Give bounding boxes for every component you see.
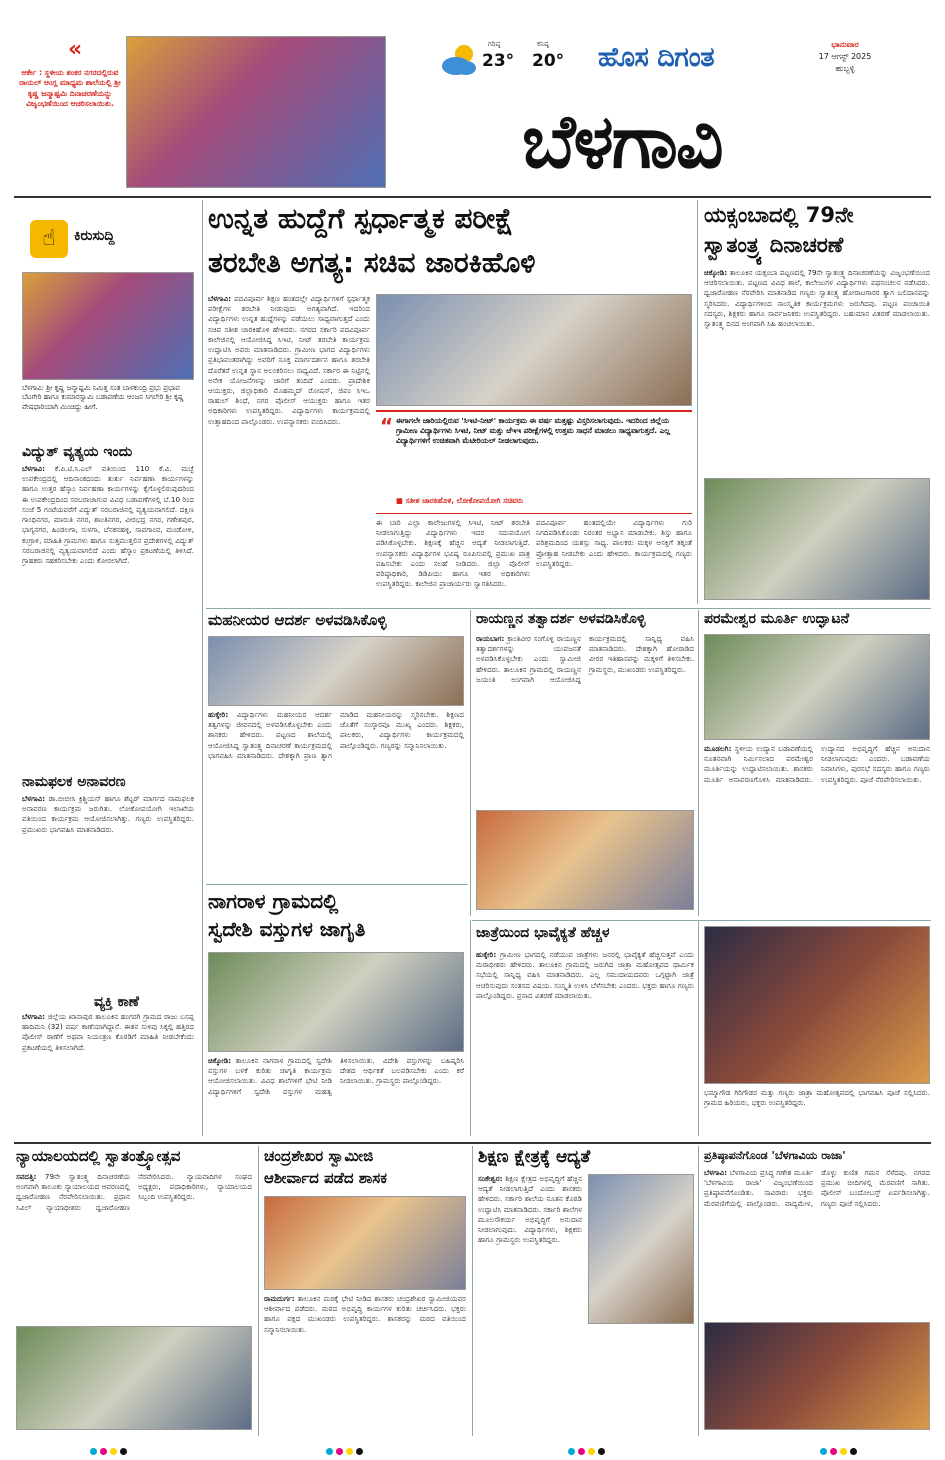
row2-rule xyxy=(206,608,931,609)
registration-marks-1 xyxy=(90,1440,130,1459)
lead-dateline: ಬೆಳಗಾವಿ: xyxy=(208,294,232,303)
corner-photo xyxy=(126,36,386,188)
row3-s3-caption: ಭಮ್ಮಾಗೌಡ ಗಿರಿಗೌಡರ ಮತ್ತು ಗಣ್ಯರು ಜಾತ್ರಾ ಮಹೋತ್ಸವದಲ್ಲಿ ಭಾಗವಹಿಸಿ ಪೂಜೆ ಸಲ್ಲಿಸಿದರು. ಗ್ರಾಮದ ಹಿರಿಯರು, ಭಕ್ತರು ಉಪಸ್ಥಿತರಿದ್ದರು. xyxy=(704,1088,930,1108)
row4-s1-headline: ನ್ಯಾಯಾಲಯದಲ್ಲಿ ಸ್ವಾತಂತ್ರ್ಯೋತ್ಸವ xyxy=(16,1147,181,1165)
pointing-hand-icon: ☝ xyxy=(30,220,68,258)
lead-quote-by: ■ ಸತೀಶ ಜಾರಕಿಹೊಳಿ, ಲೋಕೋಪಯೋಗಿ ಸಚಿವರು xyxy=(396,496,524,505)
brief-item2-dateline: ಬೆಳಗಾವಿ: xyxy=(22,794,46,803)
row4-s4-body: ಬೆಳಗಾವಿಯ ಪ್ರಸಿದ್ಧ ಗಣೇಶ ಮೂರ್ತಿ 'ಬೆಳಗಾವಿಯ ರಾಜಾ' ವಿಜೃಂಭಣೆಯಿಂದ ಪ್ರತಿಷ್ಠಾಪನೆಗೊಂಡಿತು. ಸಾವಿರಾರು ಭಕ್ತರು ಮೆರವಣಿಗೆಯಲ್ಲಿ ಪಾಲ್ಗೊಂಡರು. ವಾದ್ಯಮೇಳ, ಡೊಳ್ಳು ಕುಣಿತ ಗಮನ ಸೆಳೆದವು. ನಗರದ ಪ್ರಮುಖ ಬೀದಿಗಳಲ್ಲಿ ಮೆರವಣಿಗೆ ಸಾಗಿತು. ಪೊಲೀಸ್ ಬಂದೋಬಸ್ತ್ ಏರ್ಪಡಿಸಲಾಗಿತ್ತು. ಗಣ್ಯರು ಪೂಜೆ ಸಲ್ಲಿಸಿದರು. xyxy=(704,1168,930,1208)
row3-rule-left xyxy=(206,884,468,885)
row4-s4-dateline: ಬೆಳಗಾವಿ: xyxy=(704,1168,728,1177)
reg-dot xyxy=(850,1448,857,1455)
reg-dot xyxy=(326,1448,333,1455)
row3-s2-text xyxy=(476,950,694,1134)
lead-body-2: ಈ ಬಾರಿ ಎಲ್ಲಾ ಕಾಲೇಜುಗಳಲ್ಲಿ ಸಿಇಟಿ, ನೀಟ್ ತರಬೇತಿ ನೀಡಲಾಗುತ್ತಿದ್ದು ವಿದ್ಯಾರ್ಥಿಗಳು ಇದರ ಸದುಪಯೋಗ ಪಡಿಸಿಕೊಳ್ಳಬೇಕು. ಶಿಕ್ಷಣಕ್ಕೆ ಹೆಚ್ಚಿನ ಆದ್ಯತೆ ನೀಡಲಾಗುತ್ತಿದೆ. ಉಪನ್ಯಾಸಕರು ವಿದ್ಯಾರ್ಥಿಗಳ ಭವಿಷ್ಯ ರೂಪಿಸುವಲ್ಲಿ ಪ್ರಮುಖ ಪಾತ್ರ ವಹಿಸಬೇಕು ಎಂದು ಸಲಹೆ ನೀಡಿದರು. ಜಿಲ್ಲಾ ಪೊಲೀಸ್ ವರಿಷ್ಠಾಧಿಕಾರಿ, ಡಿಡಿಪಿಯು ಹಾಗೂ ಇತರ ಅಧಿಕಾರಿಗಳು ಉಪಸ್ಥಿತರಿದ್ದರು. ಕಾಲೇಜಿನ ಪ್ರಾಚಾರ್ಯರು ಸ್ವಾಗತಿಸಿದರು. xyxy=(376,518,530,589)
brief-divider xyxy=(202,200,203,1136)
masthead xyxy=(0,0,945,192)
row3-s2-headline: ಜಾತ್ರೆಯಿಂದ ಭಾವೈಕ್ಯತೆ ಹೆಚ್ಚಳ xyxy=(476,925,610,941)
row4-divider-3 xyxy=(698,1146,699,1436)
brief-item2-text xyxy=(22,794,194,990)
row4-s4-text xyxy=(704,1168,930,1318)
right-top-headline-2: ಸ್ವಾತಂತ್ರ್ಯ ದಿನಾಚರಣೆ xyxy=(704,233,844,257)
right-top-photo xyxy=(704,478,930,600)
row4-s3-headline: ಶಿಕ್ಷಣ ಕ್ಷೇತ್ರಕ್ಕೆ ಆದ್ಯತೆ xyxy=(478,1147,591,1167)
reg-dot xyxy=(356,1448,363,1455)
lead-body-3: ಪದವಿಪೂರ್ವ ಹಂತದಲ್ಲಿಯೇ ವಿದ್ಯಾರ್ಥಿಗಳು ಗುರಿ ನಿಗದಿಪಡಿಸಿಕೊಂಡು ನಿರಂತರ ಅಭ್ಯಾಸ ಮಾಡಬೇಕು. ಶಿಸ್ತು ಹಾಗೂ ಪರಿಶ್ರಮದಿಂದ ಯಶಸ್ಸು ಸಾಧ್ಯ. ಪಾಲಕರು ಮಕ್ಕಳ ಆಸಕ್ತಿಗೆ ತಕ್ಕಂತೆ ಪ್ರೋತ್ಸಾಹ ನೀಡಬೇಕು ಎಂದು ಹೇಳಿದರು. ಕಾರ್ಯಕ್ರಮದಲ್ಲಿ ಗಣ್ಯರು ಉಪಸ್ಥಿತರಿದ್ದರು. xyxy=(536,518,692,568)
weather-min: 20° xyxy=(532,51,565,71)
row3-s1-headline-1: ನಾಗರಾಳ ಗ್ರಾಮದಲ್ಲಿ xyxy=(208,889,339,913)
row3-divider-2 xyxy=(698,920,699,1136)
row4-s2-dateline: ರಾಮದುರ್ಗ: xyxy=(264,1294,295,1303)
lead-photo xyxy=(376,294,692,406)
reg-dot xyxy=(568,1448,575,1455)
registration-marks-2 xyxy=(326,1440,366,1459)
row2-s1-text xyxy=(208,710,464,878)
brief-column xyxy=(14,200,198,1140)
reg-dot xyxy=(120,1448,127,1455)
brief-item1-body: ಕೆ.ಪಿ.ಟಿ.ಸಿ.ಎಲ್ ವತಿಯಿಂದ 110 ಕೆ.ವಿ. ಮಚ್ಛೆ ಉಪಕೇಂದ್ರದಲ್ಲಿ ಆದಿನಾಂಕದಂದು ತುರ್ತು ನಿರ್ವಹಣಾ ಕಾರ್ಯಗಳನ್ನು ಹಾಗೂ ಉತ್ತರ ಹೆಸ್ಕಾಂ ನಿರ್ವಹಣಾ ಕಾರ್ಯಗಳನ್ನು ಕೈಗೊಳ್ಳಲಿರುವುದರಿಂದ ಈ ಉಪಕೇಂದ್ರದಿಂದ ಸರಬರಾಜಾಗುವ ವಿವಿಧ ಬಡಾವಣೆಗಳಲ್ಲಿ ಬೆ.10 ರಿಂದ ಸಂಜೆ 5 ಗಂಟೆಯವರೆಗೆ ವಿದ್ಯುತ್ ಸರಬರಾಜಿನಲ್ಲಿ ವ್ಯತ್ಯಯವಾಗಲಿದೆ. ದಕ್ಷಿಣ ಗಾಂಧಿನಗರ, ಮಾರುತಿ ನಗರ, ಶಾಂತಿನಗರ, ವೀರಭದ್ರ ನಗರ, ಗಣೇಶಪುರ, ಭಾಗ್ಯನಗರ, ಹಿಂಡಲಗಾ, ಸುಳಗಾ, ಬೆನಕನಹಳ್ಳಿ, ಸಾವಗಾಂವ, ಮಂಡೋಳಿ, ಕಂಗ್ರಾಳಿ, ಮಾಹಿತಿ ಗ್ರಾಮಗಳು ಹಾಗೂ ಸುತ್ತಮುತ್ತಲಿನ ಪ್ರದೇಶಗಳಲ್ಲಿ ವಿದ್ಯುತ್ ಸರಬರಾಜಿನಲ್ಲಿ ವ್ಯತ್ಯಯವಾಗಲಿದೆ ಎಂದು ಹೆಸ್ಕಾಂ ಪ್ರಕಟಣೆಯಲ್ಲಿ ತಿಳಿಸಿದೆ. ಗ್ರಾಹಕರು ಸಹಕರಿಸಬೇಕು ಎಂದು ಕೋರಲಾಗಿದೆ. xyxy=(22,464,194,565)
row3-s2-body: ಗ್ರಾಮೀಣ ಭಾಗದಲ್ಲಿ ನಡೆಯುವ ಜಾತ್ರೆಗಳು ಜನರಲ್ಲಿ ಭಾವೈಕ್ಯತೆ ಹೆಚ್ಚಿಸುತ್ತವೆ ಎಂದು ಮಠಾಧೀಶರು ಹೇಳಿದರು. ತಾಲೂಕಿನ ಗ್ರಾಮದಲ್ಲಿ ಜರುಗಿದ ಜಾತ್ರಾ ಮಹೋತ್ಸವದ ಧಾರ್ಮಿಕ ಸಭೆಯಲ್ಲಿ ಸಾನ್ನಿಧ್ಯ ವಹಿಸಿ ಮಾತನಾಡಿದರು. ಎಲ್ಲ ಸಮುದಾಯದವರು ಒಗ್ಗಟ್ಟಾಗಿ ಜಾತ್ರೆ ಆಚರಿಸುವುದು ಸಂತಸದ ವಿಷಯ. ಸಂಸ್ಕೃತಿ ಉಳಿಸಿ ಬೆಳೆಸಬೇಕು ಎಂದರು. ಭಕ್ತರು ಹಾಗೂ ಗಣ್ಯರು ಪಾಲ್ಗೊಂಡಿದ್ದರು. ಪ್ರಸಾದ ವಿತರಣೆ ಮಾಡಲಾಯಿತು. xyxy=(476,950,694,1000)
row2-s3-photo xyxy=(704,634,930,740)
edition-title: ಬೆಳಗಾವಿ xyxy=(522,99,722,185)
brief-photo xyxy=(22,272,194,380)
row2-s1-body: ವಿದ್ಯಾರ್ಥಿಗಳು ಮಹನೀಯರ ಆದರ್ಶ ತತ್ವಗಳನ್ನು ಜೀವನದಲ್ಲಿ ಅಳವಡಿಸಿಕೊಳ್ಳಬೇಕು ಎಂದು ಶಾಸಕರು ಹೇಳಿದರು. ಪಟ್ಟಣದ ಶಾಲೆಯಲ್ಲಿ ಆಯೋಜಿಸಿದ್ದ ಸ್ವಾತಂತ್ರ್ಯ ದಿನಾಚರಣೆ ಕಾರ್ಯಕ್ರಮದಲ್ಲಿ ಭಾಗವಹಿಸಿ ಮಾತನಾಡಿದರು. ದೇಶಕ್ಕಾಗಿ ಪ್ರಾಣ ತ್ಯಾಗ ಮಾಡಿದ ಮಹನೀಯರನ್ನು ಸ್ಮರಿಸಬೇಕು. ಶಿಕ್ಷಣದ ಜೊತೆಗೆ ಸಂಸ್ಕಾರವೂ ಮುಖ್ಯ ಎಂದರು. ಶಿಕ್ಷಕರು, ಪಾಲಕರು, ವಿದ್ಯಾರ್ಥಿಗಳು ಕಾರ್ಯಕ್ರಮದಲ್ಲಿ ಪಾಲ್ಗೊಂಡಿದ್ದರು. ಗಣ್ಯರನ್ನು ಸನ್ಮಾನಿಸಲಾಯಿತು. xyxy=(208,710,464,760)
row2-divider-1 xyxy=(470,610,471,916)
lead-headline-2: ತರಬೇತಿ ಅಗತ್ಯ: ಸಚಿವ ಜಾರಕಿಹೊಳಿ xyxy=(208,246,536,279)
reg-dot xyxy=(336,1448,343,1455)
quote-mark-icon: “ xyxy=(380,414,394,438)
row4-s2-photo xyxy=(264,1196,466,1290)
row3-s1-body: ತಾಲೂಕಿನ ನಾಗರಾಳ ಗ್ರಾಮದಲ್ಲಿ ಸ್ವದೇಶಿ ವಸ್ತುಗಳ ಬಳಕೆ ಕುರಿತು ಜಾಗೃತಿ ಕಾರ್ಯಕ್ರಮ ಆಯೋಜಿಸಲಾಯಿತು. ವಿವಿಧ ಶಾಲೆಗಳಿಗೆ ಭೇಟಿ ನೀಡಿ ವಿದ್ಯಾರ್ಥಿಗಳಿಗೆ ಸ್ವದೇಶಿ ವಸ್ತುಗಳ ಮಹತ್ವ ತಿಳಿಸಲಾಯಿತು. ವಿದೇಶಿ ವಸ್ತುಗಳನ್ನು ಬಹಿಷ್ಕರಿಸಿ ದೇಶದ ಆರ್ಥಿಕತೆ ಬಲಪಡಿಸಬೇಕು ಎಂದು ಕರೆ ನೀಡಲಾಯಿತು. ಗ್ರಾಮಸ್ಥರು ಪಾಲ್ಗೊಂಡಿದ್ದರು. xyxy=(208,1056,464,1096)
brief-item3-title: ವ್ಯಕ್ತಿ ಕಾಣೆ xyxy=(94,994,139,1010)
right-top-headline-1: ಯಕ್ಸಂಬಾದಲ್ಲಿ 79ನೇ xyxy=(704,203,854,227)
row2-s2-dateline: ರಾಯಬಾಗ: xyxy=(476,634,505,643)
row4-s1-body: 79ನೇ ಸ್ವಾತಂತ್ರ್ಯ ದಿನಾಚರಣೆಯ ಅಂಗವಾಗಿ ತಾಲೂಕು ನ್ಯಾಯಾಲಯದ ಆವರಣದಲ್ಲಿ ಧ್ವಜಾರೋಹಣ ನೆರವೇರಿಸಲಾಯಿತು. ಪ್ರಧಾನ ಸಿವಿಲ್ ನ್ಯಾಯಾಧೀಶರು ಧ್ವಜಾರೋಹಣ ನೆರವೇರಿಸಿದರು. ನ್ಯಾಯವಾದಿಗಳ ಸಂಘದ ಅಧ್ಯಕ್ಷರು, ಪದಾಧಿಕಾರಿಗಳು, ನ್ಯಾಯಾಲಯದ ಸಿಬ್ಬಂದಿ ಉಪಸ್ಥಿತರಿದ್ದರು. xyxy=(16,1172,252,1212)
row4-divider-2 xyxy=(472,1146,473,1436)
reg-dot xyxy=(820,1448,827,1455)
weather-max-label: ಗರಿಷ್ಠ xyxy=(488,40,501,48)
row4-s2-headline-2: ಆಶೀರ್ವಾದ ಪಡೆದ ಶಾಸಕ xyxy=(264,1169,387,1187)
reg-dot xyxy=(830,1448,837,1455)
reg-dot xyxy=(578,1448,585,1455)
right-top-dateline: ಚಿಕ್ಕೋಡಿ: xyxy=(704,268,728,277)
lead-headline-1: ಉನ್ನತ ಹುದ್ದೆಗೆ ಸ್ಪರ್ಧಾತ್ಮಕ ಪರೀಕ್ಷೆ xyxy=(208,202,514,235)
row4-s2-headline-1: ಚಂದ್ರಶೇಖರ ಸ್ವಾಮೀಜಿ xyxy=(264,1147,374,1165)
brief-title: ಕಿರುಸುದ್ದಿ xyxy=(74,228,115,244)
reg-dot xyxy=(840,1448,847,1455)
row2-s2-text xyxy=(476,634,694,806)
row4-s2-text xyxy=(264,1294,466,1430)
weather-min-label: ಕನಿಷ್ಠ xyxy=(537,40,549,48)
row4-s3-photo xyxy=(588,1174,694,1324)
reg-dot xyxy=(110,1448,117,1455)
row4-s1-text xyxy=(16,1172,252,1322)
row2-s3-dateline: ಮೂಡಲಗಿ: xyxy=(704,744,732,753)
date: 17 ಆಗಸ್ಟ್ 2025 xyxy=(818,52,872,61)
row3-s1-headline-2: ಸ್ವದೇಶಿ ವಸ್ತುಗಳ ಜಾಗೃತಿ xyxy=(208,917,366,941)
brief-item2-title: ನಾಮಫಲಕ ಅನಾವರಣ xyxy=(22,774,126,790)
row2-s2-photo xyxy=(476,810,694,910)
registration-marks-3 xyxy=(568,1440,608,1459)
weather-icon xyxy=(438,40,482,80)
brief-item2-body: ಡಾ.ಬೀಬೀಸಿ ಕ್ರಿಶ್ಚಿಯನ್ ಹಾಗೂ ಶೆಟ್ಟರ್ ಮಾರ್ಗದ ನಾಮಫಲಕ ಅನಾವರಣ ಕಾರ್ಯಕ್ರಮ ಜರುಗಿತು. ಲೋಕೋಪಯೋಗಿ ಇಲಾಖೆಯ ವತಿಯಿಂದ ಕಾರ್ಯಕ್ರಮ ಆಯೋಜಿಸಲಾಗಿತ್ತು. ಗಣ್ಯರು ಉಪಸ್ಥಿತರಿದ್ದರು. ಪ್ರಮುಖರು ಭಾಗವಹಿಸಿ ಮಾತನಾಡಿದರು. xyxy=(22,794,194,834)
corner-caption: ಆರ್ಕೇ : ಸ್ಥಳೀಯ ಶಂಕರ ನಗರದಲ್ಲಿರುವ ರಾಯಲ್ ಆಂಗ್ಲ ಮಾಧ್ಯಮ ಶಾಲೆಯಲ್ಲಿ ಶ್ರೀ ಕೃಷ್ಣ ಜನ್ಮಾಷ್ಟಮಿ ದಿನಾಚರಣೆಯನ್ನು ವಿಜೃಂಭಣೆಯಿಂದ ಆಚರಿಸಲಾಯಿತು. xyxy=(19,68,121,108)
row4-s3-text xyxy=(478,1174,582,1430)
row4-s1-photo xyxy=(16,1326,252,1430)
brief-item3-dateline: ಬೆಳಗಾವಿ: xyxy=(22,1012,46,1021)
weather-max: 23° xyxy=(482,51,515,71)
reg-dot xyxy=(588,1448,595,1455)
row4-s3-dateline: ಸಂಕೇಶ್ವರ: xyxy=(478,1174,503,1183)
reg-dot xyxy=(598,1448,605,1455)
paper-name: ಹೊಸ ದಿಗಂತ xyxy=(598,42,715,73)
row2-s3-headline: ಪರಮೇಶ್ವರ ಮೂರ್ತಿ ಉದ್ಘಾಟನೆ xyxy=(704,611,850,627)
row2-s2-body: ಕ್ರಾಂತಿವೀರ ಸಂಗೊಳ್ಳಿ ರಾಯಣ್ಣನ ತತ್ವಾದರ್ಶಗಳನ್ನು ಯುವಜನತೆ ಅಳವಡಿಸಿಕೊಳ್ಳಬೇಕು ಎಂದು ಸ್ವಾಮೀಜಿ ಹೇಳಿದರು. ತಾಲೂಕಿನ ಗ್ರಾಮದಲ್ಲಿ ರಾಯಣ್ಣನ ಜಯಂತಿ ಅಂಗವಾಗಿ ಆಯೋಜಿಸಿದ್ದ ಕಾರ್ಯಕ್ರಮದಲ್ಲಿ ಸಾನ್ನಿಧ್ಯ ವಹಿಸಿ ಮಾತನಾಡಿದರು. ದೇಶಕ್ಕಾಗಿ ಹೋರಾಡಿದ ವೀರರ ಇತಿಹಾಸವನ್ನು ಮಕ್ಕಳಿಗೆ ತಿಳಿಸಬೇಕು. ಗ್ರಾಮಸ್ಥರು, ಮುಖಂಡರು ಉಪಸ್ಥಿತರಿದ್ದರು. xyxy=(476,634,694,684)
row2-s1-photo xyxy=(208,636,464,706)
lead-text-1 xyxy=(208,294,370,630)
row3-s1-dateline: ಚಿಕ್ಕೋಡಿ: xyxy=(208,1056,232,1065)
row2-divider-2 xyxy=(698,610,699,916)
city: ಹುಬ್ಬಳ್ಳಿ xyxy=(835,64,855,73)
row4-divider-1 xyxy=(258,1146,259,1436)
brief-item1-dateline: ಬೆಳಗಾವಿ: xyxy=(22,464,46,473)
lead-quote-box xyxy=(376,410,692,514)
reg-dot xyxy=(100,1448,107,1455)
corner-ornament: « xyxy=(68,37,83,62)
brief-header xyxy=(30,216,170,262)
row4-s4-photo xyxy=(704,1322,930,1430)
row3-s1-text xyxy=(208,1056,464,1134)
reg-dot xyxy=(346,1448,353,1455)
row2-s2-headline: ರಾಯಣ್ಣನ ತತ್ವಾದರ್ಶ ಅಳವಡಿಸಿಕೊಳ್ಳಿ xyxy=(476,611,646,627)
brief-item1-text xyxy=(22,464,194,760)
row4-s4-headline: ಪ್ರತಿಷ್ಠಾಪನೆಗೊಂಡ 'ಬೆಳಗಾವಿಯ ರಾಜಾ' xyxy=(704,1149,846,1162)
row3-s2-dateline: ಹುಕ್ಕೇರಿ: xyxy=(476,950,497,959)
row3-divider-1 xyxy=(470,920,471,1136)
row3-s1-photo xyxy=(208,952,464,1052)
row2-s1-headline: ಮಹನೀಯರ ಆದರ್ಶ ಅಳವಡಿಸಿಕೊಳ್ಳಿ xyxy=(208,611,387,629)
right-top-body: ತಾಲೂಕಿನ ಯಕ್ಸಂಬಾ ಪಟ್ಟಣದಲ್ಲಿ 79ನೇ ಸ್ವಾತಂತ್ರ್ಯ ದಿನಾಚರಣೆಯನ್ನು ವಿಜೃಂಭಣೆಯಿಂದ ಆಚರಿಸಲಾಯಿತು. ಪಟ್ಟಣದ ವಿವಿಧ ಶಾಲೆ, ಕಾಲೇಜುಗಳ ವಿದ್ಯಾರ್ಥಿಗಳು ಪಥಸಂಚಲನ ನಡೆಸಿದರು. ಧ್ವಜಾರೋಹಣ ನೆರವೇರಿಸಿ ಮಾತನಾಡಿದ ಗಣ್ಯರು ಸ್ವಾತಂತ್ರ್ಯ ಹೋರಾಟಗಾರರ ತ್ಯಾಗ ಬಲಿದಾನವನ್ನು ಸ್ಮರಿಸಿದರು. ವಿದ್ಯಾರ್ಥಿಗಳಿಂದ ಸಾಂಸ್ಕೃತಿಕ ಕಾರ್ಯಕ್ರಮಗಳು ಜರುಗಿದವು. ಪಟ್ಟಣ ಪಂಚಾಯಿತಿ ಸದಸ್ಯರು, ಶಿಕ್ಷಕರು ಹಾಗೂ ಸಾರ್ವಜನಿಕರು ಉಪಸ್ಥಿತರಿದ್ದರು. ಬಹುಮಾನ ವಿತರಣೆ ಮಾಡಲಾಯಿತು. ಸ್ವಾತಂತ್ರ್ಯ ದಿನದ ಅಂಗವಾಗಿ ಸಿಹಿ ಹಂಚಲಾಯಿತು. xyxy=(704,268,930,329)
brief-item1-title: ವಿದ್ಯುತ್ ವ್ಯತ್ಯಯ ಇಂದು xyxy=(22,444,133,460)
reg-dot xyxy=(90,1448,97,1455)
day: ಭಾನುವಾರ xyxy=(831,40,859,49)
brief-item3-text xyxy=(22,1012,194,1132)
brief-photo-caption: ಬೆಳಗಾವಿ: ಶ್ರೀ ಕೃಷ್ಣ ಜನ್ಮಾಷ್ಟಮಿ ನಿಮಿತ್ತ ಸಂತ ಬಾಳಕುಂದ್ರಿ ಪ್ರಭು ಪ್ರಭಾವ ಬೆಟಗೇರಿ ಹಾಗೂ ಕುಮಾರಸ್ವಾಮಿ ಬಡಾವಣೆಯ ಆಂಜನ ಸಿಗಲೇರಿ ಶ್ರೀ ಕೃಷ್ಣ ವೇಷಧಾರಿಯಾಗಿ ಮಿಂಚಿದ್ದು ಹೀಗೆ. xyxy=(22,384,184,411)
row3-s3-photo xyxy=(704,926,930,1084)
row2-s3-text xyxy=(704,744,930,912)
registration-marks-4 xyxy=(820,1440,860,1459)
lead-body-4: ಪ್ರಾದೇಶಿಕ ಆಯುಕ್ತರು, ಜಿಲ್ಲಾಧಿಕಾರಿ ಮೊಹಮ್ಮದ್ ರೋಷನ್, ಜಿಪಂ ಸಿಇಒ ರಾಹುಲ್ ಶಿಂಧೆ, ನಗರ ಪೊಲೀಸ್ ಆಯುಕ್ತರು ಹಾಗೂ ಇತರ ಅಧಿಕಾರಿಗಳು ಉಪಸ್ಥಿತರಿದ್ದರು. ವಿದ್ಯಾರ್ಥಿಗಳು ಕಾರ್ಯಕ್ರಮದಲ್ಲಿ ಉತ್ಸಾಹದಿಂದ ಪಾಲ್ಗೊಂಡರು. ಉಪನ್ಯಾಸಕರು ವಂದಿಸಿದರು. xyxy=(208,375,370,426)
date-block xyxy=(790,40,900,90)
row2-s3-body: ಸ್ಥಳೀಯ ಉದ್ಯಾನ ಬಡಾವಣೆಯಲ್ಲಿ ನೂತನವಾಗಿ ನಿರ್ಮಿಸಲಾದ ಪರಮೇಶ್ವರ ಮೂರ್ತಿಯನ್ನು ಉದ್ಘಾಟಿಸಲಾಯಿತು. ಶಾಸಕರು ಮೂರ್ತಿ ಅನಾವರಣಗೊಳಿಸಿ ಮಾತನಾಡಿದರು. ಉದ್ಯಾನದ ಅಭಿವೃದ್ಧಿಗೆ ಹೆಚ್ಚಿನ ಅನುದಾನ ನೀಡಲಾಗುವುದು ಎಂದರು. ಬಡಾವಣೆಯ ನಿವಾಸಿಗಳು, ಪುರಸಭೆ ಸದಸ್ಯರು ಹಾಗೂ ಗಣ್ಯರು ಉಪಸ್ಥಿತರಿದ್ದರು. ಪೂಜೆ ನೆರವೇರಿಸಲಾಯಿತು. xyxy=(704,744,930,784)
row4-s2-body: ತಾಲೂಕಿನ ಮಠಕ್ಕೆ ಭೇಟಿ ನೀಡಿದ ಶಾಸಕರು ಚಂದ್ರಶೇಖರ ಸ್ವಾಮೀಜಿಯವರ ಆಶೀರ್ವಾದ ಪಡೆದರು. ಮಠದ ಅಭಿವೃದ್ಧಿ ಕಾರ್ಯಗಳ ಕುರಿತು ಚರ್ಚಿಸಿದರು. ಭಕ್ತರು ಹಾಗೂ ಪಕ್ಷದ ಮುಖಂಡರು ಉಪಸ್ಥಿತರಿದ್ದರು. ಶಾಸಕರನ್ನು ಮಠದ ವತಿಯಿಂದ ಸನ್ಮಾನಿಸಲಾಯಿತು. xyxy=(264,1294,466,1334)
lead-body-1: ಪದವಿಪೂರ್ವ ಶಿಕ್ಷಣ ಹಂತದಲ್ಲೇ ವಿದ್ಯಾರ್ಥಿಗಳಿಗೆ ಸ್ಪರ್ಧಾತ್ಮಕ ಪರೀಕ್ಷೆಗಳ ತರಬೇತಿ ನೀಡುವುದು ಅಗತ್ಯವಾಗಿದೆ. ಇದರಿಂದ ವಿದ್ಯಾರ್ಥಿಗಳು ಉನ್ನತ ಹುದ್ದೆಗಳನ್ನು ಪಡೆಯಲು ಸಾಧ್ಯವಾಗುತ್ತದೆ ಎಂದು ಸಚಿವ ಸತೀಶ ಜಾರಕಿಹೊಳಿ ಹೇಳಿದರು. ನಗರದ ಸರ್ಕಾರಿ ಪದವಿಪೂರ್ವ ಕಾಲೇಜಿನಲ್ಲಿ ಆಯೋಜಿಸಿದ್ದ ಸಿಇಟಿ, ನೀಟ್ ತರಬೇತಿ ಕಾರ್ಯಕ್ರಮ ಉದ್ಘಾಟಿಸಿ ಅವರು ಮಾತನಾಡಿದರು. ಗ್ರಾಮೀಣ ಭಾಗದ ವಿದ್ಯಾರ್ಥಿಗಳು ಪ್ರತಿಭಾವಂತರಾಗಿದ್ದು ಅವರಿಗೆ ಸೂಕ್ತ ಮಾರ್ಗದರ್ಶನ ಹಾಗೂ ತರಬೇತಿ ದೊರೆತರೆ ಉನ್ನತ ಸ್ಥಾನ ಅಲಂಕರಿಸಲು ಸಾಧ್ಯವಿದೆ. ಸರ್ಕಾರ ಈ ನಿಟ್ಟಿನಲ್ಲಿ ಅನೇಕ ಯೋಜನೆಗಳನ್ನು ಜಾರಿಗೆ ತಂದಿದೆ ಎಂದರು. xyxy=(208,294,370,385)
row3-rule-right xyxy=(472,920,931,921)
row4-rule xyxy=(14,1142,931,1144)
row2-s1-dateline: ಹುಕ್ಕೇರಿ: xyxy=(208,710,229,719)
row4-s1-dateline: ಸವದತ್ತಿ: xyxy=(16,1172,37,1181)
right-top-text xyxy=(704,268,930,472)
lead-divider xyxy=(697,200,698,604)
lead-quote: ಈಗಾಗಲೇ ಜಾರಿಯಲ್ಲಿರುವ 'ಸಿಇಟಿ-ನೀಟ್' ಕಾರ್ಯಕ್ರಮ ಈ ವರ್ಷ ಮತ್ತಷ್ಟು ವಿಸ್ತರಿಸಲಾಗುವುದು. ಇದರಿಂದ ಜಿಲ್ಲೆಯ ಗ್ರಾಮೀಣ ವಿದ್ಯಾರ್ಥಿಗಳು ಸಿಇಟಿ, ನೀಟ್ ಮತ್ತು ಜೆಇಇ ಪರೀಕ್ಷೆಗಳಲ್ಲಿ ಉತ್ತಮ ಸಾಧನೆ ಮಾಡಲು ಸಾಧ್ಯವಾಗುತ್ತದೆ. ಎಲ್ಲ ವಿದ್ಯಾರ್ಥಿಗಳಿಗೆ ಉಚಿತವಾಗಿ ಮೆಟೀರಿಯಲ್ ನೀಡಲಾಗುವುದು. xyxy=(396,416,671,445)
row4-s3-body: ಶಿಕ್ಷಣ ಕ್ಷೇತ್ರದ ಅಭಿವೃದ್ಧಿಗೆ ಹೆಚ್ಚಿನ ಆದ್ಯತೆ ನೀಡಲಾಗುತ್ತಿದೆ ಎಂದು ಶಾಸಕರು ಹೇಳಿದರು. ಸರ್ಕಾರಿ ಶಾಲೆಯ ನೂತನ ಕೊಠಡಿ ಉದ್ಘಾಟಿಸಿ ಮಾತನಾಡಿದರು. ಸರ್ಕಾರಿ ಶಾಲೆಗಳ ಮೂಲಸೌಕರ್ಯ ಅಭಿವೃದ್ಧಿಗೆ ಅನುದಾನ ನೀಡಲಾಗುವುದು. ವಿದ್ಯಾರ್ಥಿಗಳು, ಶಿಕ್ಷಕರು ಹಾಗೂ ಗ್ರಾಮಸ್ಥರು ಉಪಸ್ಥಿತರಿದ್ದರು. xyxy=(478,1174,582,1245)
brief-item3-body: ಜಿಲ್ಲೆಯ ಖಾನಾಪುರ ತಾಲೂಕಿನ ಹಂಗರಗಿ ಗ್ರಾಮದ ರಾಜು ಬಸಪ್ಪ ಹಾದಿಮನಿ (32) ವರ್ಷ ಕಾಣೆಯಾಗಿದ್ದಾನೆ. ಈತನ ಸುಳಿವು ಸಿಕ್ಕಲ್ಲಿ ಹತ್ತಿರದ ಪೊಲೀಸ್ ಠಾಣೆಗೆ ಅಥವಾ ನಿಯಂತ್ರಣ ಕೊಠಡಿಗೆ ಮಾಹಿತಿ ನೀಡಬೇಕೆಂದು ಪ್ರಕಟಣೆಯಲ್ಲಿ ತಿಳಿಸಲಾಗಿದೆ. xyxy=(22,1012,194,1052)
masthead-rule xyxy=(14,196,931,198)
